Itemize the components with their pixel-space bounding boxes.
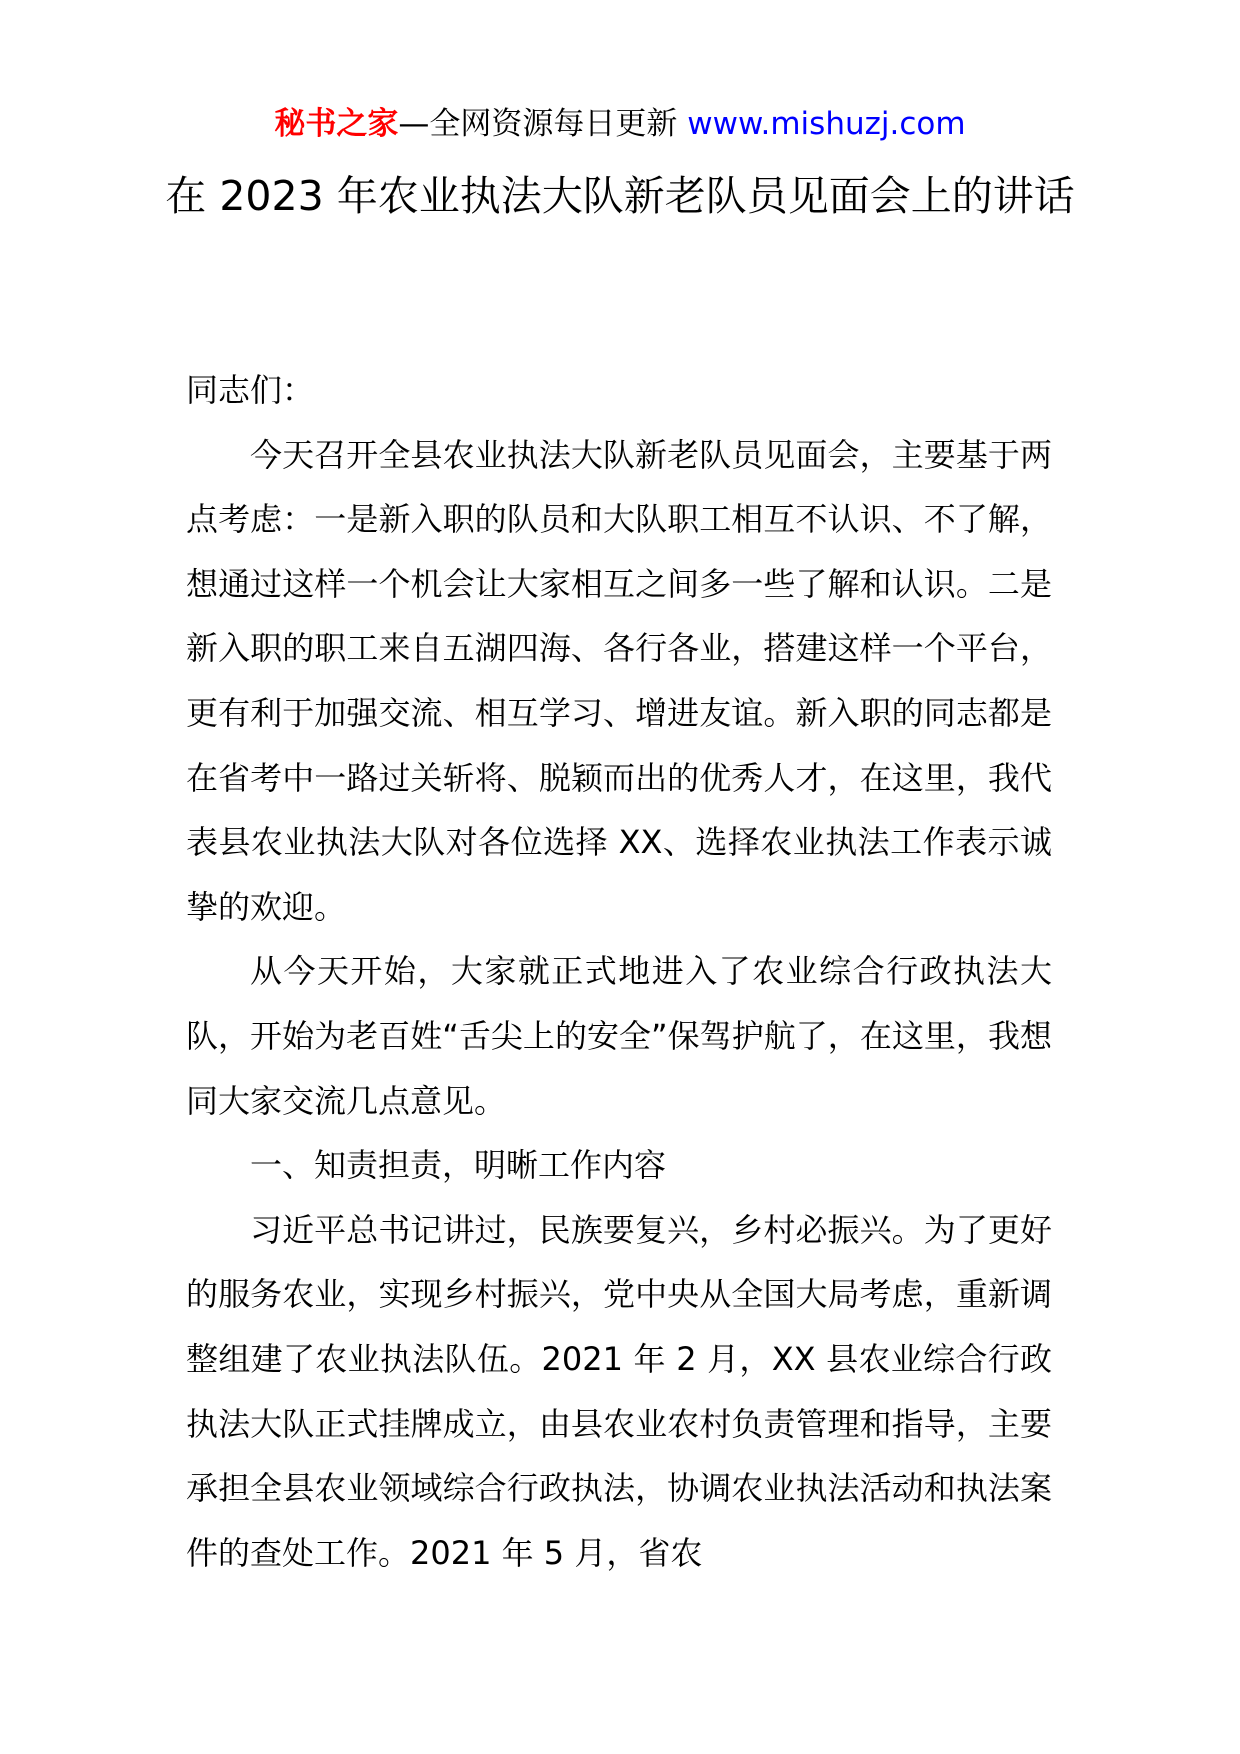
salutation: 同志们： (186, 371, 315, 409)
site-header (0, 102, 1240, 146)
paragraph-intro: 今天召开全县农业执法大队新老队员见面会，主要基于两点考虑：一是新入职的队员和大队职工相互不认识、不了解，想通过这样一个机会让大家相互之间多一些了解和认识。二是新入职的职工来自五湖四海、各行各业，搭建这样一个平台，更有利于加强交流、相互学习、增进友谊。新入职的同志都是在省考中一路过关斩将、脱颖而出的优秀人才，在这里，我代表县农业执法大队对各位选择 XX、选择农业执法工作表示诚挚的欢迎。 (186, 435, 1052, 926)
site-brand: 秘书之家 (274, 106, 399, 142)
section-heading: 一、知责担责，明晰工作内容 (250, 1146, 667, 1185)
paragraph-section-one: 习近平总书记讲过，民族要复兴，乡村必振兴。为了更好的服务农业，实现乡村振兴，党中央从全国大局考虑，重新调整组建了农业执法队伍。2021 年 2 月，XX 县农业综合行政执法大队正式挂牌成立，由县农业农村负责管理和指导，主要承担全县农业领域综合行政执法，协调农业执法活动和执法案件的查处工作。2021 年 5 月，省农 (186, 1210, 1052, 1572)
site-tagline: —全网资源每日更新 (398, 106, 678, 142)
paragraph-transition: 从今天开始，大家就正式地进入了农业综合行政执法大队，开始为老百姓“舌尖上的安全”保驾护航了，在这里，我想同大家交流几点意见。 (186, 952, 1052, 1120)
document-title: 在 2023 年农业执法大队新老队员见面会上的讲话 (165, 172, 1075, 220)
site-url-link[interactable]: www.mishuzj.com (687, 106, 966, 142)
document-body (186, 358, 1052, 1585)
